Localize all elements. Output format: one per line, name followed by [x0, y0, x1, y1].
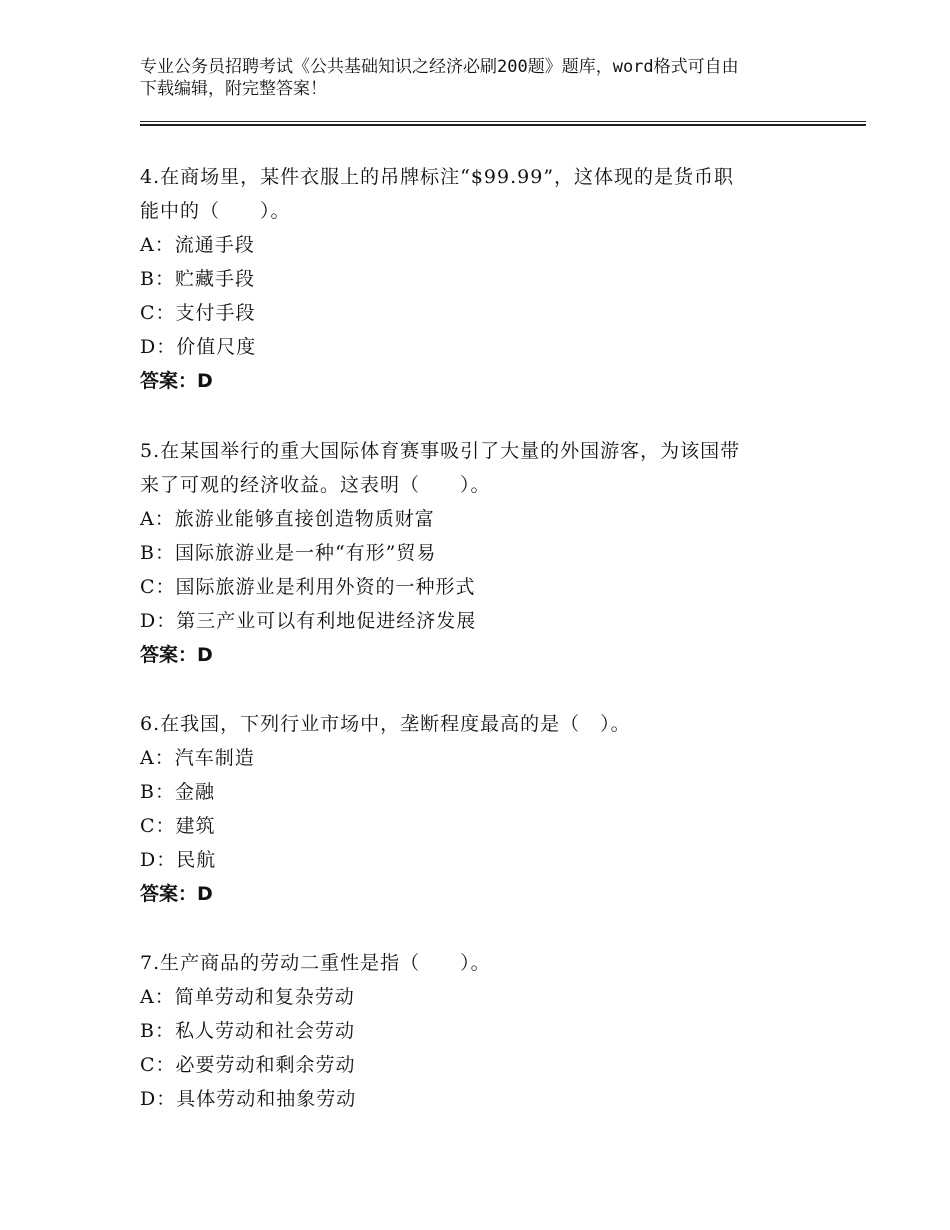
option-c: C：国际旅游业是利用外资的一种形式 — [140, 576, 476, 598]
answer-label: 答案：D — [140, 370, 213, 392]
question-5 — [140, 434, 820, 672]
header-line-1: 专业公务员招聘考试《公共基础知识之经济必刷200题》题库，word格式可自由 — [140, 57, 739, 77]
option-d: D：第三产业可以有利地促进经济发展 — [140, 610, 477, 632]
answer-label: 答案：D — [140, 644, 213, 666]
question-stem: 6.在我国，下列行业市场中，垄断程度最高的是（ ）。 — [140, 713, 631, 735]
question-7 — [140, 946, 820, 1116]
option-b: B：贮藏手段 — [140, 268, 255, 290]
question-6 — [140, 707, 820, 911]
option-d: D：民航 — [140, 849, 217, 871]
option-a: A：简单劳动和复杂劳动 — [140, 986, 355, 1008]
header-line-2: 下载编辑，附完整答案！ — [140, 79, 327, 99]
header-divider-thin — [140, 121, 866, 122]
question-stem-continued: 来了可观的经济收益。这表明（ ）。 — [140, 474, 491, 496]
option-a: A：汽车制造 — [140, 747, 255, 769]
question-stem: 5.在某国举行的重大国际体育赛事吸引了大量的外国游客，为该国带 — [140, 440, 741, 462]
document-header — [140, 56, 820, 100]
option-b: B：金融 — [140, 781, 215, 803]
question-4 — [140, 160, 820, 398]
option-c: C：支付手段 — [140, 302, 256, 324]
question-stem-continued: 能中的（ ）。 — [140, 200, 291, 222]
option-b: B：私人劳动和社会劳动 — [140, 1020, 355, 1042]
option-b: B：国际旅游业是一种“有形”贸易 — [140, 542, 437, 564]
option-c: C：建筑 — [140, 815, 216, 837]
header-divider-thick — [140, 124, 866, 126]
question-stem: 7.生产商品的劳动二重性是指（ ）。 — [140, 952, 491, 974]
option-a: A：旅游业能够直接创造物质财富 — [140, 508, 435, 530]
option-a: A：流通手段 — [140, 234, 255, 256]
option-c: C：必要劳动和剩余劳动 — [140, 1054, 356, 1076]
answer-label: 答案：D — [140, 883, 213, 905]
option-d: D：价值尺度 — [140, 336, 257, 358]
question-stem: 4.在商场里，某件衣服上的吊牌标注“$99.99”，这体现的是货币职 — [140, 166, 735, 188]
option-d: D：具体劳动和抽象劳动 — [140, 1088, 357, 1110]
